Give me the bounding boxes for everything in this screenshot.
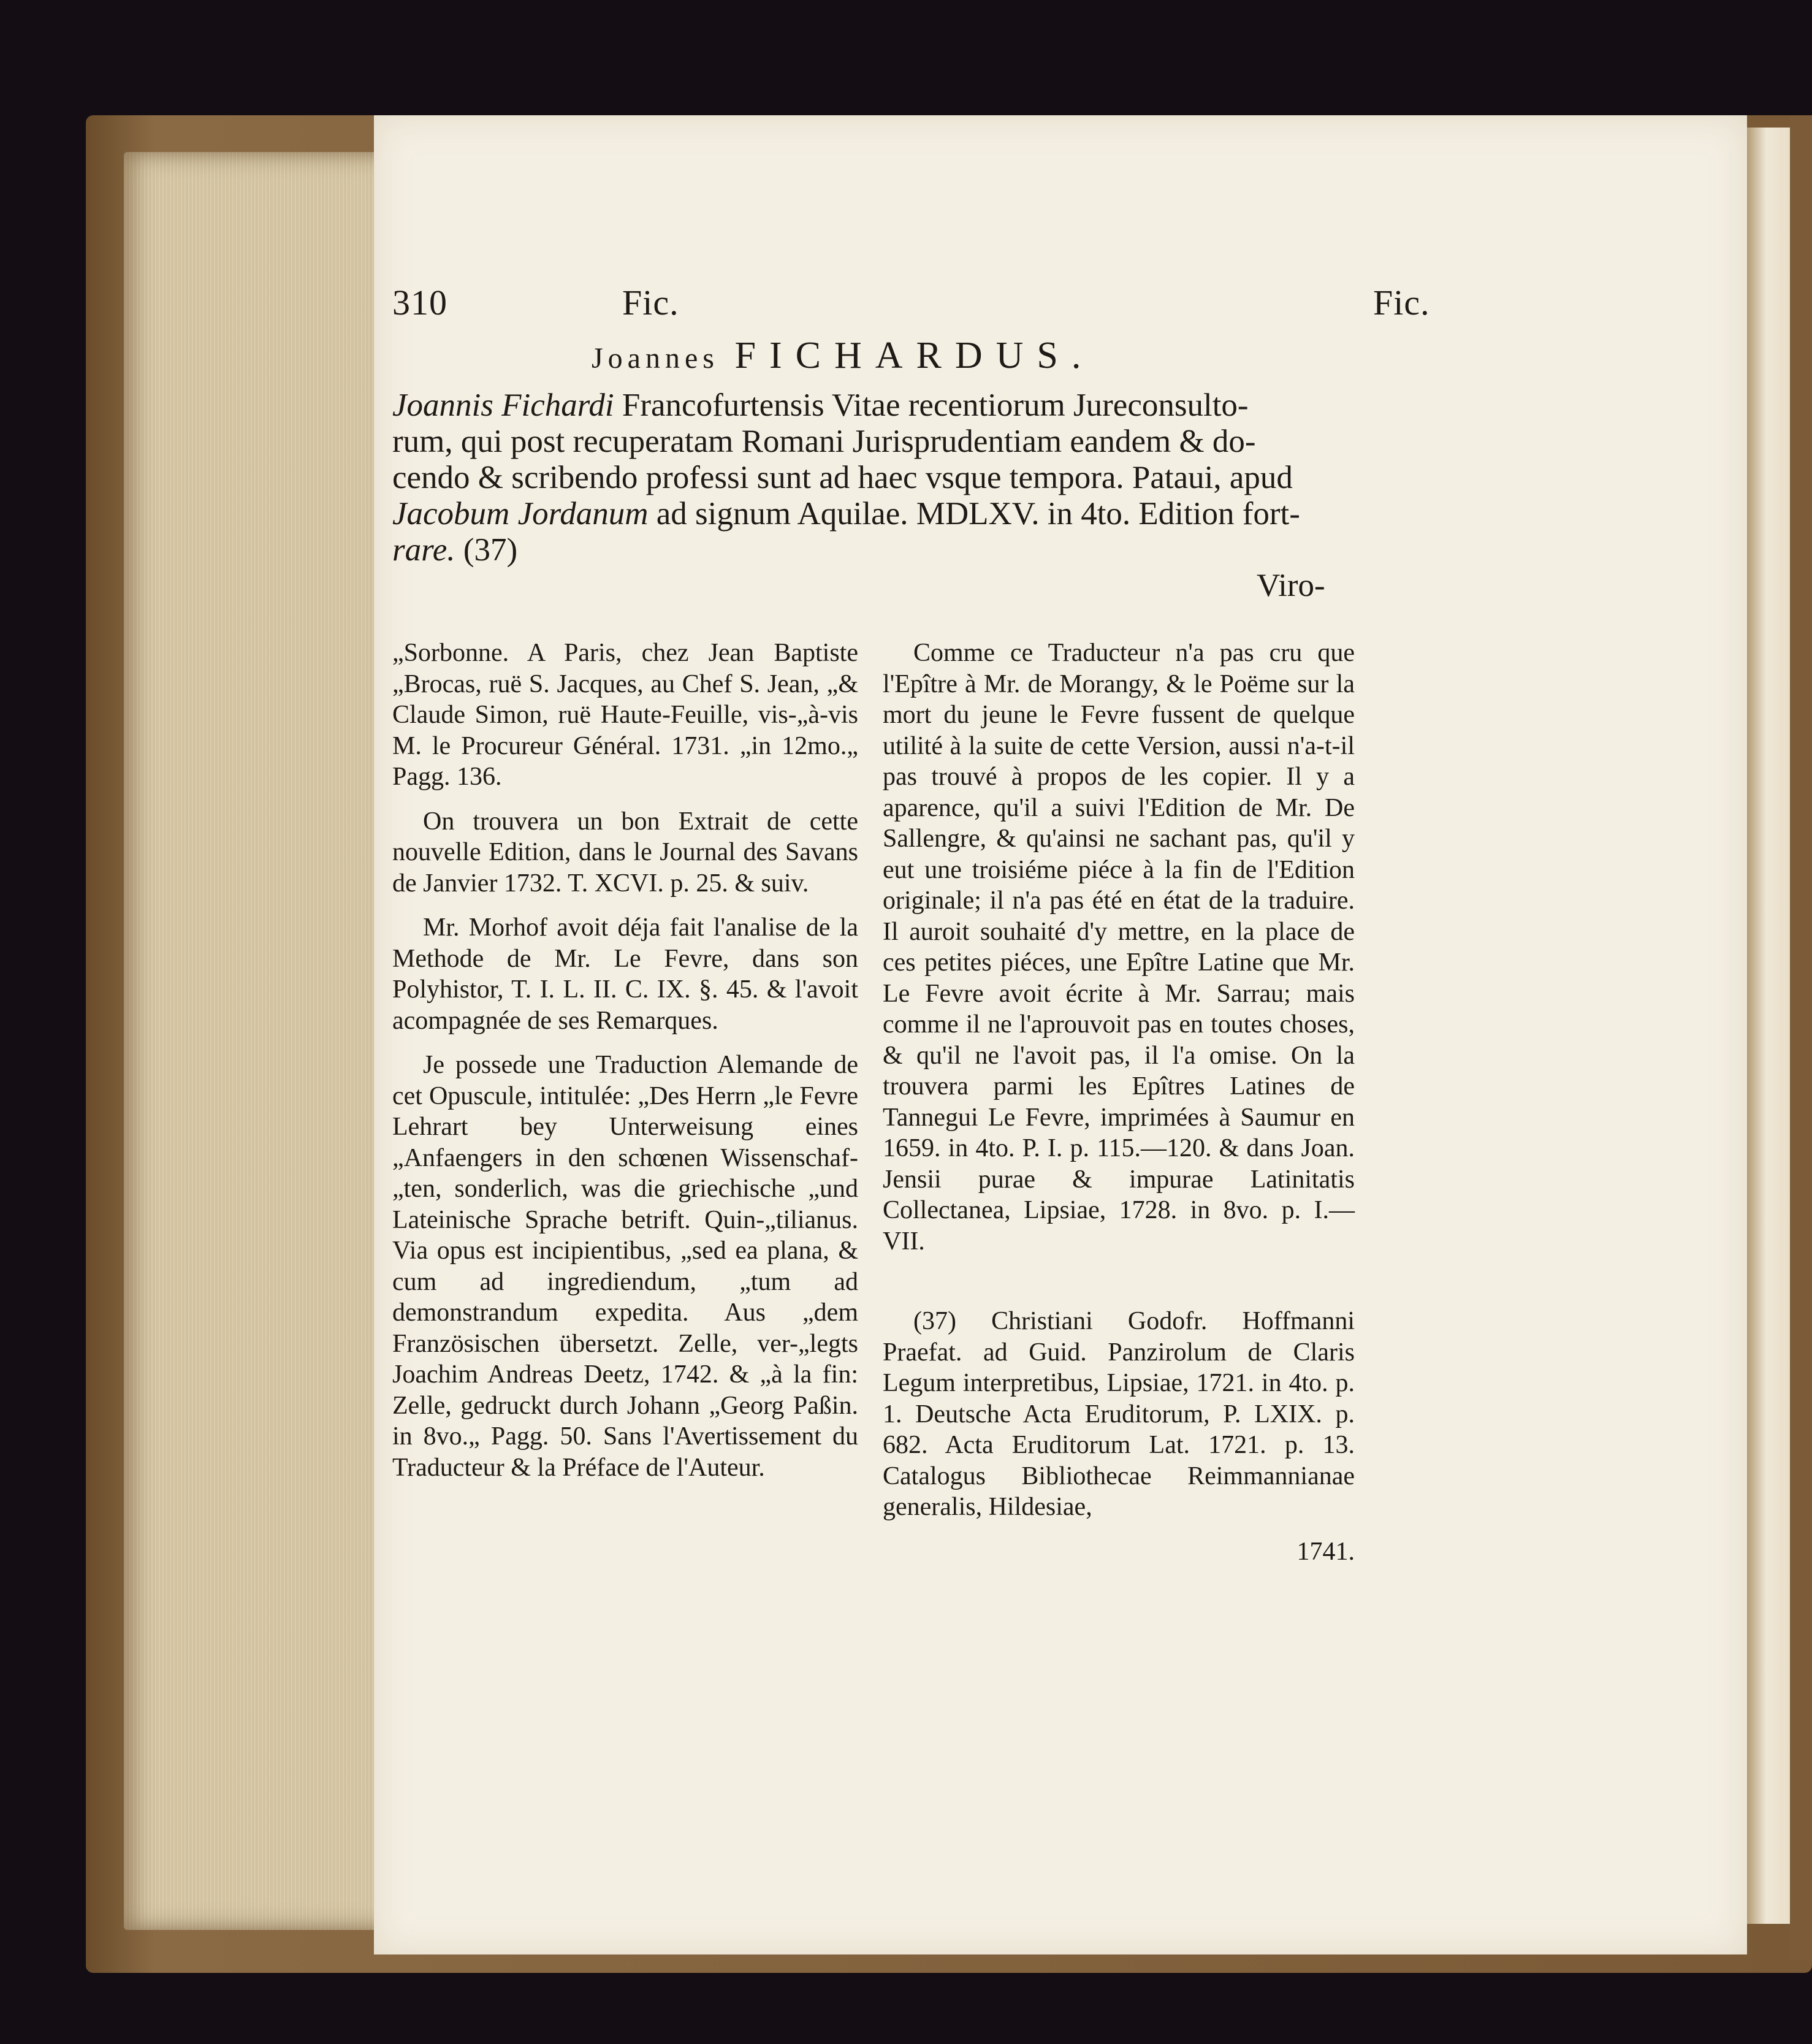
running-head-left: Fic. (622, 283, 679, 322)
running-head-right: Fic. (1373, 283, 1430, 322)
entry-heading (592, 334, 1094, 378)
paragraph: Comme ce Traducteur n'a pas cru que l'Epître à Mr. de Morangy, & le Poëme sur la mort du jeune le Fevre fussent de quelque utilité à la suite de cette Version, aussi n'a-t-il pas trouvé à propos de les copier. Il y a aparence, qu'il a suivi l'Edition de Mr. De Sallengre, & qu'ainsi ne sachant pas, qu'il y eut une troisiéme piéce à la fin de l'Edition originale; il n'a pas été en état de la traduire. Il auroit souhaité d'y mettre, en la place de ces petites piéces, une Epître Latine que Mr. Le Fevre avoit écrite à Mr. Sarrau; mais comme il ne l'aprouvoit pas en toutes choses, & qu'il ne l'avoit pas, il l'a omise. On la trouvera parmi les Epîtres Latines de Tannegui Le Fevre, imprimées à Saumur en 1659. in 4to. P. I. p. 115.—120. & dans Joan. Jensii purae & impurae Latinitatis Collectanea, Lipsiae, 1728. in 8vo. p. I.—VII. (883, 639, 1355, 1256)
title-line (392, 424, 1355, 460)
title-text: ad signum Aquilae. MDLXV. in 4to. Edition fort- (648, 496, 1300, 532)
gutter (1747, 128, 1790, 1924)
paragraph: „Sorbonne. A Paris, chez Jean Baptiste „Brocas, ruë S. Jacques, au Chef S. Jean, „& Claude Simon, ruë Haute-Feuille, vis-„à-vis M. le Procureur Général. 1731. „in 12mo.„ Pagg. 136. (392, 639, 858, 791)
catchword: Viro- (1257, 568, 1325, 603)
paragraph: On trouvera un bon Extrait de cette nouvelle Edition, dans le Journal des Savans de Janvier 1732. T. XCVI. p. 25. & suiv. (392, 807, 858, 898)
paragraph: Mr. Morhof avoit déja fait l'analise de la Methode de Mr. Le Fevre, dans son Polyhistor, T. I. L. II. C. IX. §. 45. & l'avoit acompagnée de ses Remarques. (392, 913, 858, 1035)
title-block (392, 387, 1355, 568)
title-text: cendo & scribendo professi sunt ad haec vsque tempora. Pataui, apud (392, 460, 1293, 495)
facing-page-edge (1790, 115, 1812, 1961)
left-column (392, 638, 858, 1497)
title-text: Francofurtensis Vitae recentiorum Jureconsulto- (614, 387, 1249, 423)
title-line (392, 532, 1355, 568)
page-number: 310 (392, 283, 447, 322)
right-column (883, 638, 1355, 1581)
title-line (392, 387, 1355, 424)
title-text: rum, qui post recuperatam Romani Jurisprudentiam eandem & do- (392, 424, 1256, 459)
title-italic: rare. (392, 532, 455, 568)
entry-first-name: Joannes (592, 342, 719, 375)
footnote: (37) Christiani Godofr. Hoffmanni Praefat. ad Guid. Panzirolum de Claris Legum interpretibus, Lipsiae, 1721. in 4to. p. 1. Deutsche Acta Eruditorum, P. LXIX. p. 682. Acta Eruditorum Lat. 1721. p. 13. Catalogus Bibliothecae Reimmannianae generalis, Hildesiae, (883, 1307, 1355, 1521)
title-italic: Jacobum Jordanum (392, 496, 649, 532)
title-italic: Joannis Fichardi (392, 387, 614, 423)
footnote-end: 1741. (1296, 1537, 1355, 1566)
title-text: (37) (455, 532, 518, 568)
paragraph: Je possede une Traduction Alemande de cet Opuscule, intitulée: „Des Herrn „le Fevre Lehrart bey Unterweisung eines „Anfaengers in den schœnen Wissenschaf-„ten, sonderlich, was die griechische „und Lateinische Sprache betrift. Quin-„tilianus. Via opus est incipientibus, „sed ea plana, & cum ad ingrediendum, „tum ad demonstrandum expedita. Aus „dem Französischen übersetzt. Zelle, ver-„legts Joachim Andreas Deetz, 1742. & „à la fin: Zelle, gedruckt durch Johann „Georg Paßin. in 8vo.„ Pagg. 50. Sans l'Avertissement du Traducteur & la Préface de l'Auteur. (392, 1051, 858, 1482)
title-line (392, 460, 1355, 496)
title-line (392, 496, 1355, 532)
page-edges (124, 152, 412, 1930)
entry-last-name: FICHARDUS. (734, 335, 1095, 376)
